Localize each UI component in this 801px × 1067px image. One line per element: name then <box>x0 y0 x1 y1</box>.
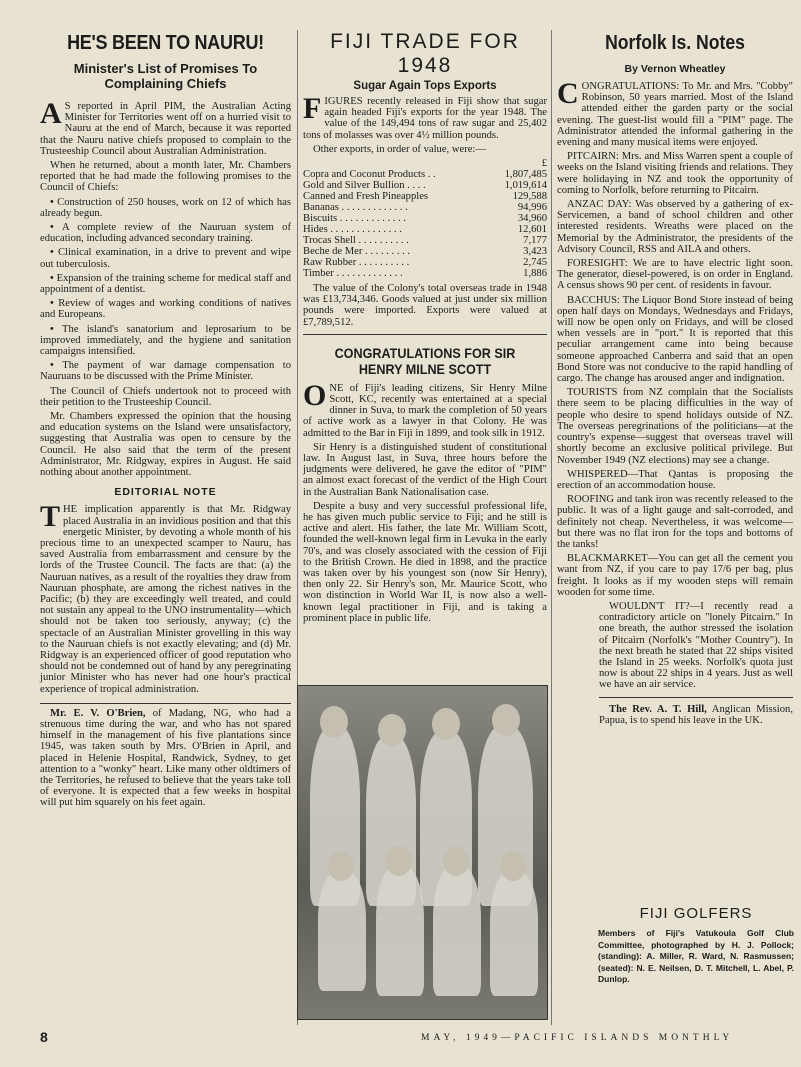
item-text: of Madang, NG, who had a strenuous time during the war, and who has not spared himself in the management of his five plantations since 1945, was taken south by Mrs. O'Brien in April, and placed in Helenie Hospital, Randwick, Sydney, to get attention to a "wonky" heart. Like many other oldtimers of the Territories, he refused to believe that the years take toll of everyone. It is expected that a few weeks in hospital will put him squarely on his feet again. <box>40 707 291 809</box>
article-paragraph: WOULDN'T IT?—I recently read a contradictory article on "lonely Pitcairn." In one breath, the author stressed the isolation of Pitcairn (Norfolk's "Mother Country"). In the next breath he stated that 22 ships visited the Island in 25 weeks. Norfolk's quota just now is about 22 ships in 4 years. Just as well we have an air service. <box>599 600 793 691</box>
export-value: 94,996 <box>517 202 547 214</box>
lead-text: IGURES recently released in Fiji show that sugar again headed Fiji's exports for the year 1948. The value of the 149,494 tons of raw sugar and 25,402 tons of molasses was over 4½ million pounds. <box>303 96 547 141</box>
fiji-trade-article <box>303 28 547 627</box>
export-value: 1,807,485 <box>504 169 547 181</box>
promise-item: • Review of wages and working conditions of natives and Europeans. <box>40 298 291 320</box>
page-footer <box>40 1031 793 1047</box>
article-title: FIJI TRADE FOR 1948 <box>330 30 520 77</box>
table-row <box>303 235 547 246</box>
editorial-note-title: EDITORIAL NOTE <box>114 486 217 499</box>
column-divider <box>551 30 552 1025</box>
article-paragraph: FORESIGHT: We are to have electric light soon. The generator, diesel-powered, is on order in England. A census shows 90 per cent. of residents in favour. <box>557 258 793 292</box>
promise-item: • Expansion of the training scheme for medical staff and appointment of a dentist. <box>40 273 291 295</box>
export-item: Gold and Silver Bullion . . . . <box>303 180 426 192</box>
article-paragraph: TOURISTS from NZ complain that the Socialists there seem to be placing difficulties in the way of people who desire to spend holidays outside of NZ. The overseas peregrinations of the politicians—at the country's expense—suggest that overseas travel will shortly become an exclusive political privilege. But November 1949 (NZ elections) may see a change. <box>557 387 793 466</box>
export-value: 7,177 <box>523 235 547 247</box>
table-row <box>303 257 547 268</box>
norfolk-notes-article <box>557 28 793 729</box>
nauru-article <box>40 28 291 812</box>
promise-item: • Clinical examination, in a drive to prevent and wipe out tuberculosis. <box>40 247 291 269</box>
drop-cap: A <box>40 97 62 130</box>
table-row <box>303 169 547 180</box>
article-paragraph <box>303 92 547 141</box>
article-paragraph: ROOFING and tank iron was recently released to the public. It was of a light gauge and salt-corroded, and definitely not cheap. Nevertheless, it was welcome—but there was no flat iron for the tops and bottoms of the tanks! <box>557 494 793 550</box>
article-paragraph: Sir Henry is a distinguished student of constitutional law. In August last, in Suva, three hours before the judgments were delivered, he gave the editor of "PIM" an almost exact forecast of the verdict of the High Court in the Australian Bank Nationalisation case. <box>303 441 547 498</box>
article-paragraph: ANZAC DAY: Was observed by a gathering of ex-Servicemen, a band of school children and other interested residents. Wreaths were placed on the Memorial by the Administrator, the presidents of the Advisory Council, RSS and AILA and others. <box>557 199 793 255</box>
byline: By Vernon Wheatley <box>624 63 726 75</box>
table-row <box>303 180 547 191</box>
photo-title: FIJI GOLFERS <box>639 905 753 922</box>
article-paragraph: PITCAIRN: Mrs. and Miss Warren spent a couple of weeks on the Island visiting friends and relations. They were holidaying in NZ and took the opportunity of coming to Norfolk, before returning to Pitcairn. <box>557 151 793 196</box>
article-subtitle: Sugar Again Tops Exports <box>353 80 497 92</box>
article-paragraph: BLACKMARKET—You can get all the cement you want from NZ, if you care to pay 17/6 per bag, plus freight. It looks as if my wooden steps will remain wooden for some time. <box>557 553 793 598</box>
table-row <box>303 224 547 235</box>
photo-caption-block <box>598 905 794 986</box>
export-value: 12,601 <box>517 224 547 236</box>
export-item: Hides . . . . . . . . . . . . . . <box>303 224 402 236</box>
article-paragraph <box>303 378 547 439</box>
table-row <box>303 158 547 169</box>
export-item: Beche de Mer . . . . . . . . . <box>303 246 411 258</box>
table-row <box>303 268 547 279</box>
article-paragraph: Despite a busy and very successful professional life, he has given much public service to Fiji; and he still is active and alert. His father, the late Mr. William Scott, founded the well-known legal firm in Levuka in the early 70's, and was closely associated with the cession of Fiji to the British Crown. He died in 1898, and the practice was taken over by his youngest son (now Sir Henry), then only 22. Sir Henry's son, Mr. Maurice Scott, who won distinction in World War II, is now also a well-known legal practitioner in Fiji, and is taking a prominent place in public life. <box>303 500 547 624</box>
export-item: Raw Rubber . . . . . . . . . . <box>303 257 410 269</box>
export-item: Copra and Coconut Products . . <box>303 169 436 181</box>
photo-caption: Members of Fiji's Vatukoula Golf Club Committee, photographed by H. J. Pollock; (standing): A. Miller, R. Ward, N. Rasmussen; (seated): N. E. Neilsen, D. T. Mitchell, L. Abel, P. Dunlop. <box>598 928 794 984</box>
drop-cap: T <box>40 500 61 534</box>
person-name: Mr. E. V. O'Brien, <box>50 707 146 719</box>
export-value: 129,588 <box>512 191 547 203</box>
export-value: 2,745 <box>523 257 547 269</box>
item-text: Anglican Mission, Papua, is to spend his leave in the UK. <box>599 703 793 726</box>
drop-cap: F <box>303 92 322 125</box>
divider <box>40 703 291 704</box>
page-number: 8 <box>40 1029 48 1045</box>
person-name: The Rev. A. T. Hill, <box>609 703 707 715</box>
article-paragraph: BACCHUS: The Liquor Bond Store instead of being open half days on Mondays, Wednesdays and Fridays, will now be open only on Fridays, and will be closed when vessels are in "port." It is reported that this peculiar arrangement came into being because someone approached Canberra and said that an open Bond Store was not conducive to the rapid handling of cargo. The change has aroused anger and indignation. <box>557 294 793 385</box>
drop-cap: C <box>557 77 579 110</box>
article-paragraph: The value of the Colony's total overseas trade in 1948 was £13,734,346. Goods valued at just under six million pounds were imported. Exports were valued at £7,789,512. <box>303 283 547 328</box>
table-row <box>303 191 547 202</box>
article-title: Norfolk Is. Notes <box>605 32 745 54</box>
export-item: Trocas Shell . . . . . . . . . . <box>303 235 409 247</box>
editorial-paragraph <box>40 500 291 695</box>
table-row <box>303 246 547 257</box>
promise-item: • The island's sanatorium and leprosarium to be improved immediately, and the hygiene and sanitation campaigns intensified. <box>40 324 291 358</box>
editorial-text: HE implication apparently is that Mr. Ridgway placed Australia in an invidious position and that this energetic Minister, by devoting a whole month of his precious time to an unexpected scamper to Nauru, has saved Australia from embarrassment and censure by the lords of the Trustee Council. The facts are that: (a) the Nauruan natives, as a result of the royalties they draw from Nauruan phosphate, are among the richest natives in the Pacific; (b) they are exceedingly well treated, and could not sustain any appeal to the UNO instrumentality—which should not be taken too seriously, anyway; (c) the spectacle of an Australian Minister grovelling in this way to the Nauruan chiefs is not exactly elevating; and (d) Mr. Ridgway is an experienced officer of good reputation who should not be condemned out of hand by any peregrinating junior Minister who has never had one hour's practical experience of tropical administration. <box>40 504 291 695</box>
obrien-item <box>40 708 291 809</box>
export-value: 1,886 <box>523 268 547 280</box>
export-value: 3,423 <box>523 246 547 258</box>
export-item: Timber . . . . . . . . . . . . . <box>303 268 403 280</box>
promise-item: • Construction of 250 houses, work on 12 of which has already begun. <box>40 197 291 219</box>
currency-label: £ <box>541 158 547 170</box>
article-paragraph: When he returned, about a month later, Mr. Chambers reported that he had made the following promises to the Council of Chiefs: <box>40 160 291 194</box>
export-item: Canned and Fresh Pineapples <box>303 191 429 203</box>
article-paragraph: The Council of Chiefs undertook not to proceed with their petition to the Trusteeship Council. <box>40 385 291 408</box>
divider <box>303 334 547 335</box>
article-subtitle: Minister's List of Promises To Complaining Chiefs <box>73 61 258 91</box>
article-title: HE'S BEEN TO NAURU! <box>67 32 264 54</box>
export-item: Biscuits . . . . . . . . . . . . . <box>303 213 406 225</box>
lead-text: ONGRATULATIONS: To Mr. and Mrs. "Cobby" Robinson, 50 years married. Most of the Island attended either the garden party or the social evening. The guest-list would fill a "PIM" page. The Administrator attended the informal gathering in the evening and many musical items were enjoyed. <box>557 81 793 149</box>
article-paragraph: WHISPERED—That Qantas is proposing the erection of an accommodation house. <box>557 468 793 491</box>
publication-line: MAY, 1949—PACIFIC ISLANDS MONTHLY <box>421 1033 734 1043</box>
article-paragraph <box>40 97 291 157</box>
article-paragraph: Other exports, in order of value, were:— <box>313 143 486 155</box>
hill-item <box>599 704 793 726</box>
exports-table <box>303 158 547 279</box>
lead-text: NE of Fiji's leading citizens, Sir Henry Milne Scott, KC, recently was entertained at a special dinner in Suva, to mark the completion of 50 years of active work as a lawyer in that Colony. He was admitted to the Bar in Fiji in 1899, and took silk in 1912. <box>303 382 547 439</box>
article-paragraph: Mr. Chambers expressed the opinion that the housing and education systems on the Island were unsatisfactory, suggesting that Australia was open to censure by the Council. He also said that the term of the present Administrator, Mr. Ridgway, expires in August. He said nothing about another appointment. <box>40 411 291 479</box>
table-row <box>303 202 547 213</box>
export-value: 1,019,614 <box>504 180 547 192</box>
article-paragraph <box>557 77 793 149</box>
table-row <box>303 213 547 224</box>
lead-text: S reported in April PIM, the Australian Acting Minister for Territories went off on a hurried visit to Nauru at the end of March, because it was reported that the Nauru native chiefs proposed to complain to the Trusteeship Council about Australian Administration. <box>40 101 291 157</box>
congrats-title: CONGRATULATIONS FOR SIR HENRY MILNE SCOTT <box>334 344 516 377</box>
export-value: 34,960 <box>517 213 547 225</box>
promise-item: • The payment of war damage compensation to Nauruans to be discussed with the Prime Minister. <box>40 360 291 382</box>
drop-cap: O <box>303 378 327 412</box>
divider <box>599 697 793 698</box>
golfers-photo <box>297 685 548 1020</box>
export-item: Bananas . . . . . . . . . . . . . <box>303 202 408 214</box>
promise-item: • A complete review of the Nauruan system of education, including advanced secondary training. <box>40 222 291 244</box>
